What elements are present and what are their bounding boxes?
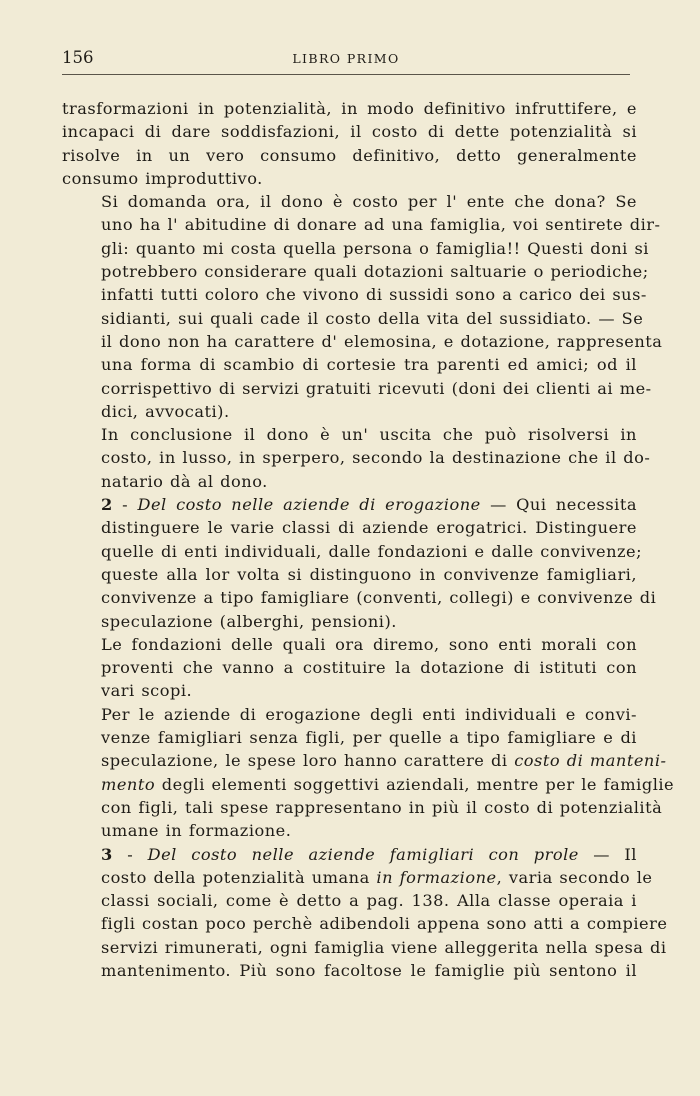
text-line (62, 260, 649, 283)
text-run: costo della potenzialità umana (101, 867, 377, 887)
page-number: 156 (62, 48, 94, 67)
text-line (62, 283, 647, 306)
text-run: distinguere le varie classi di aziende erogatrici. Distinguere (101, 518, 637, 538)
text-line (62, 423, 637, 446)
text-line (62, 936, 667, 959)
text-line (62, 563, 637, 586)
text-line (62, 120, 637, 143)
header-rule (62, 74, 630, 75)
text-run: degli elementi soggettivi aziendali, mentre per le famiglie (155, 774, 675, 794)
text-run: trasformazioni in potenzialità, in modo definitivo infruttifere, e (62, 99, 637, 118)
text-run: servizi rimunerati, ogni famiglia viene alleggerita nella spesa di (101, 937, 667, 957)
text-run: venze famigliari senza figli, per quelle a tipo famigliare e di (101, 728, 637, 748)
text-run: risolve in un vero consumo definitivo, detto generalmente (62, 145, 637, 165)
paragraph (62, 423, 651, 493)
text-line (62, 167, 637, 190)
text-line (62, 330, 663, 353)
paragraph (62, 190, 663, 423)
text-run: gli: quanto mi costa quella persona o famiglia!! Questi doni si (101, 238, 649, 258)
text-line (62, 843, 637, 866)
text-line (62, 773, 675, 796)
text-line (62, 866, 653, 889)
text-run: classi sociali, come è detto a pag. 138. Alla classe operaia i (101, 891, 637, 911)
text-run: una forma di scambio di cortesie tra parenti ed amici; od il (101, 355, 637, 375)
text-line (62, 237, 649, 260)
page-header (62, 48, 630, 72)
text-run: dici, avvocati). (101, 401, 230, 421)
text-run: mantenimento. Più sono facoltose le famiglie più sentono il (101, 960, 637, 980)
text-run: con figli, tali spese rappresentano in più il costo di potenzialità (101, 797, 663, 817)
text-run: convivenze a tipo famigliare (conventi, collegi) e convivenze di (101, 588, 657, 608)
text-line (62, 610, 637, 633)
text-line (62, 726, 637, 749)
paragraph (62, 633, 637, 703)
text-run: sidianti, sui quali cade il costo della vita del sussidiato. — Se (101, 308, 644, 328)
text-run: - (112, 495, 138, 515)
text-run: — Il (578, 844, 637, 864)
text-run: - (112, 844, 148, 864)
text-line (62, 144, 637, 167)
text-line (62, 749, 667, 772)
text-run: quelle di enti individuali, dalle fondazioni e dalle convivenze; (101, 541, 643, 561)
text-line (62, 633, 637, 656)
text-run: Per le aziende di erogazione degli enti individuali e convi- (101, 704, 637, 724)
paragraph (62, 843, 668, 983)
text-line (62, 400, 637, 423)
text-line (62, 446, 651, 469)
text-run: natario dà al dono. (101, 471, 268, 491)
text-run: In conclusione il dono è un' uscita che può risolversi in (101, 425, 637, 445)
text-run: vari scopi. (101, 681, 193, 701)
text-run: uno ha l' abitudine di donare ad una famiglia, voi sentirete dir- (101, 215, 661, 235)
text-line (62, 353, 637, 376)
text-run: Si domanda ora, il dono è costo per l' ente che dona? Se (101, 192, 637, 212)
section-number: 2 (101, 495, 113, 515)
text-line (62, 516, 637, 539)
italic-text: mento (101, 774, 156, 794)
text-line (62, 959, 637, 982)
text-run: corrispettivo di servizi gratuiti ricevuti (doni dei clienti ai me- (101, 378, 652, 398)
text-line (62, 470, 637, 493)
text-run: costo, in lusso, in sperpero, secondo la destinazione che il do- (101, 448, 651, 468)
text-run: speculazione, le spese loro hanno carattere di (101, 751, 515, 771)
paragraph (62, 97, 637, 190)
text-line (62, 703, 637, 726)
text-line (62, 540, 643, 563)
text-line (62, 377, 652, 400)
text-line (62, 586, 657, 609)
text-run: il dono non ha carattere d' elemosina, e dotazione, rappresenta (101, 331, 663, 351)
text-run: proventi che vanno a costituire la dotazione di istituti con (101, 658, 637, 678)
text-line (62, 912, 668, 935)
text-run: , varia secondo le (496, 867, 653, 887)
text-line (62, 493, 637, 516)
paragraph (62, 493, 657, 633)
text-run: figli costan poco perchè adibendoli appena sono atti a compiere (101, 914, 668, 934)
text-run: Le fondazioni delle quali ora diremo, sono enti morali con (101, 634, 637, 654)
text-run: speculazione (alberghi, pensioni). (101, 611, 397, 631)
italic-text: Del costo nelle aziende famigliari con prole (147, 844, 579, 864)
text-run: umane in formazione. (101, 821, 292, 841)
text-line (62, 307, 644, 330)
text-line (62, 889, 637, 912)
text-run: — Qui necessita (480, 495, 637, 515)
italic-text: costo di manteni- (514, 751, 667, 771)
running-title: LIBRO PRIMO (292, 51, 400, 66)
paragraph (62, 703, 675, 843)
text-run: incapaci di dare soddisfazioni, il costo di dette potenzialità si (62, 122, 637, 142)
text-line (62, 97, 637, 120)
section-number: 3 (101, 844, 113, 864)
text-run: consumo improduttivo. (62, 168, 263, 188)
text-line (62, 796, 663, 819)
text-line (62, 190, 637, 213)
body-text (62, 97, 675, 982)
text-run: potrebbero considerare quali dotazioni saltuarie o periodiche; (101, 262, 649, 282)
text-line (62, 819, 637, 842)
text-line (62, 679, 637, 702)
text-run: queste alla lor volta si distinguono in convivenze famigliari, (101, 564, 637, 584)
italic-text: in formazione (376, 867, 497, 887)
text-line (62, 213, 661, 236)
text-line (62, 656, 637, 679)
text-run: infatti tutti coloro che vivono di sussidi sono a carico dei sus- (101, 285, 647, 305)
italic-text: Del costo nelle aziende di erogazione (137, 495, 481, 515)
